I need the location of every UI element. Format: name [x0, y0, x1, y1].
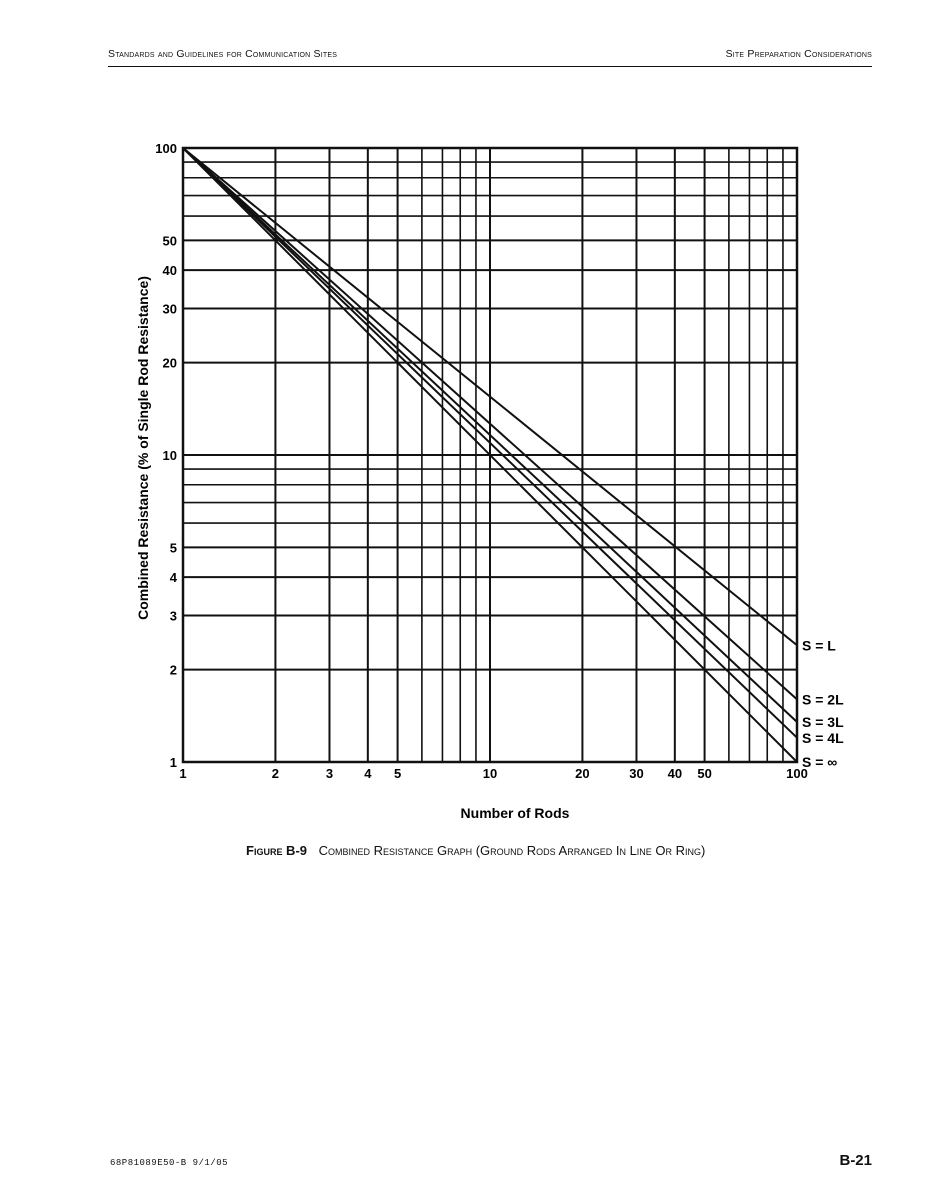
- series-label-0: S = L: [802, 637, 836, 654]
- figure-label: Figure B-9: [246, 843, 308, 858]
- series-label-2: S = 3L: [802, 713, 844, 730]
- x-tick-label: 40: [667, 766, 683, 781]
- y-tick-label: 50: [162, 233, 177, 249]
- x-axis-label: Number of Rods: [460, 805, 570, 821]
- x-tick-label: 2: [271, 766, 280, 781]
- y-tick-label: 20: [162, 355, 177, 371]
- x-tick-label: 3: [325, 766, 334, 781]
- series-label-4: S = ∞: [802, 754, 838, 770]
- x-tick-label: 50: [697, 766, 712, 781]
- series-label-3: S = 4L: [802, 729, 844, 746]
- x-tick-label: 4: [364, 766, 372, 781]
- footer-doc-id: 68P81089E50-B 9/1/05: [110, 1158, 229, 1168]
- figure-caption-text: Combined Resistance Graph (Ground Rods Arranged In Line Or Ring): [318, 843, 706, 858]
- y-tick-label: 100: [155, 141, 177, 156]
- y-tick-label: 5: [169, 540, 177, 556]
- figure-caption: [246, 843, 705, 858]
- series-label-1: S = 2L: [802, 691, 844, 708]
- y-tick-label: 2: [169, 662, 177, 678]
- y-tick-label: 1: [169, 755, 177, 770]
- header-left-title: Standards and Guidelines for Communication Sites: [108, 48, 338, 60]
- y-tick-label: 40: [162, 263, 177, 279]
- x-tick-label: 1: [179, 766, 187, 781]
- x-tick-label: 100: [786, 766, 808, 781]
- y-tick-label: 3: [169, 608, 177, 624]
- x-tick-label: 10: [482, 766, 498, 781]
- y-tick-label: 10: [162, 448, 177, 463]
- x-tick-label: 5: [393, 766, 402, 781]
- y-tick-label: 30: [162, 301, 177, 317]
- y-tick-label: 4: [169, 570, 177, 586]
- x-tick-label: 30: [629, 766, 644, 781]
- header-right-title: Site Preparation Considerations: [725, 48, 872, 60]
- y-axis-label: Combined Resistance (% of Single Rod Resistance): [135, 276, 151, 620]
- x-tick-label: 20: [575, 766, 590, 781]
- footer-page-number: B-21: [839, 1152, 872, 1169]
